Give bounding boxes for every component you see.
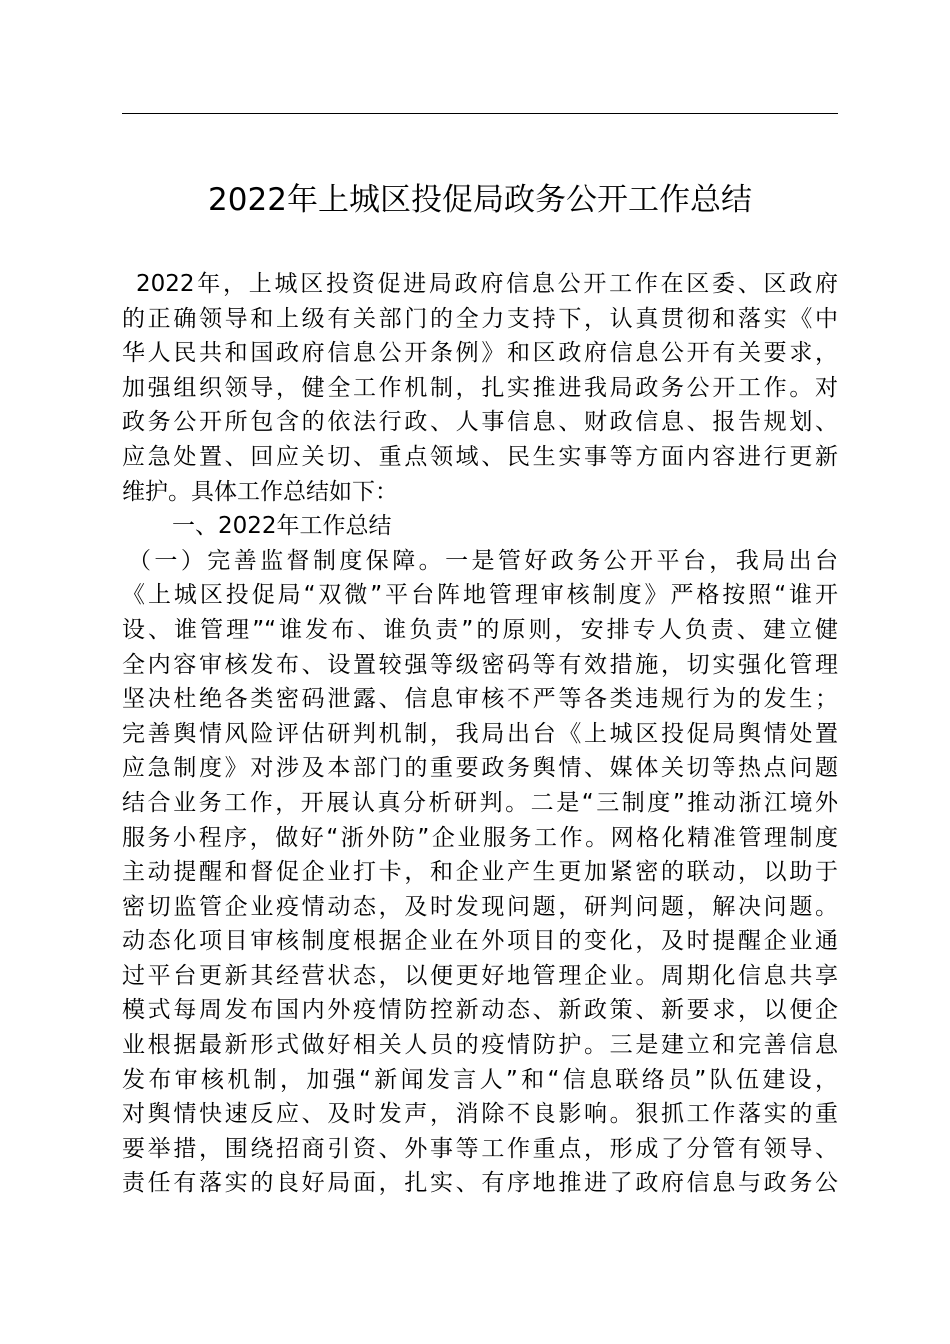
paragraph-line: 结合业务工作，开展认真分析研判。二是“三制度”推动浙江境外 xyxy=(122,789,838,816)
paragraph-line: 政务公开所包含的依法行政、人事信息、财政信息、报告规划、 xyxy=(122,409,838,436)
paragraph-line: 《上城区投促局“双微”平台阵地管理审核制度》严格按照“谁开 xyxy=(122,582,838,609)
paragraph-line: 2022年，上城区投资促进局政府信息公开工作在区委、区政府 xyxy=(136,271,838,297)
paragraph-line: 设、谁管理”“谁发布、谁负责”的原则，安排专人负责、建立健 xyxy=(122,616,838,643)
paragraph-line: 责任有落实的良好局面，扎实、有序地推进了政府信息与政务公 xyxy=(122,1170,838,1197)
paragraph-line: 加强组织领导，健全工作机制，扎实推进我局政务公开工作。对 xyxy=(122,374,838,401)
paragraph-line: 应急制度》对涉及本部门的重要政务舆情、媒体关切等热点问题 xyxy=(122,755,838,782)
section-heading: 一、2022年工作总结 xyxy=(172,513,392,540)
document-body xyxy=(122,267,838,1201)
document-title: 2022年上城区投促局政务公开工作总结 xyxy=(208,182,752,218)
paragraph-line: 对舆情快速反应、及时发声，消除不良影响。狠抓工作落实的重 xyxy=(122,1101,838,1128)
paragraph-line: 密切监管企业疫情动态，及时发现问题，研判问题，解决问题。 xyxy=(122,893,838,920)
paragraph-line: 主动提醒和督促企业打卡，和企业产生更加紧密的联动，以助于 xyxy=(122,859,838,886)
paragraph-line: 发布审核机制，加强“新闻发言人”和“信息联络员”队伍建设， xyxy=(122,1066,838,1093)
paragraph-line: 维护。具体工作总结如下： xyxy=(122,478,398,505)
paragraph-line: 的正确领导和上级有关部门的全力支持下，认真贯彻和落实《中 xyxy=(122,305,838,332)
paragraph-line: 完善舆情风险评估研判机制，我局出台《上城区投促局舆情处置 xyxy=(122,720,838,747)
paragraph-line: 全内容审核发布、设置较强等级密码等有效措施，切实强化管理 xyxy=(122,651,838,678)
paragraph-line: 模式每周发布国内外疫情防控新动态、新政策、新要求，以便企 xyxy=(122,997,838,1024)
paragraph-line: 过平台更新其经营状态，以便更好地管理企业。周期化信息共享 xyxy=(122,962,838,989)
header-rule xyxy=(122,113,838,114)
paragraph-line: 坚决杜绝各类密码泄露、信息审核不严等各类违规行为的发生； xyxy=(122,686,838,713)
paragraph-line: 服务小程序，做好“浙外防”企业服务工作。网格化精准管理制度 xyxy=(122,824,838,851)
paragraph-line: 要举措，围绕招商引资、外事等工作重点，形成了分管有领导、 xyxy=(122,1135,838,1162)
paragraph-line: 华人民共和国政府信息公开条例》和区政府信息公开有关要求， xyxy=(122,340,838,367)
paragraph-line: 动态化项目审核制度根据企业在外项目的变化，及时提醒企业通 xyxy=(122,928,838,955)
paragraph-line: 应急处置、回应关切、重点领域、民生实事等方面内容进行更新 xyxy=(122,443,838,470)
paragraph-line: 业根据最新形式做好相关人员的疫情防护。三是建立和完善信息 xyxy=(122,1032,838,1059)
paragraph-line: （一）完善监督制度保障。一是管好政务公开平台，我局出台 xyxy=(128,547,838,574)
